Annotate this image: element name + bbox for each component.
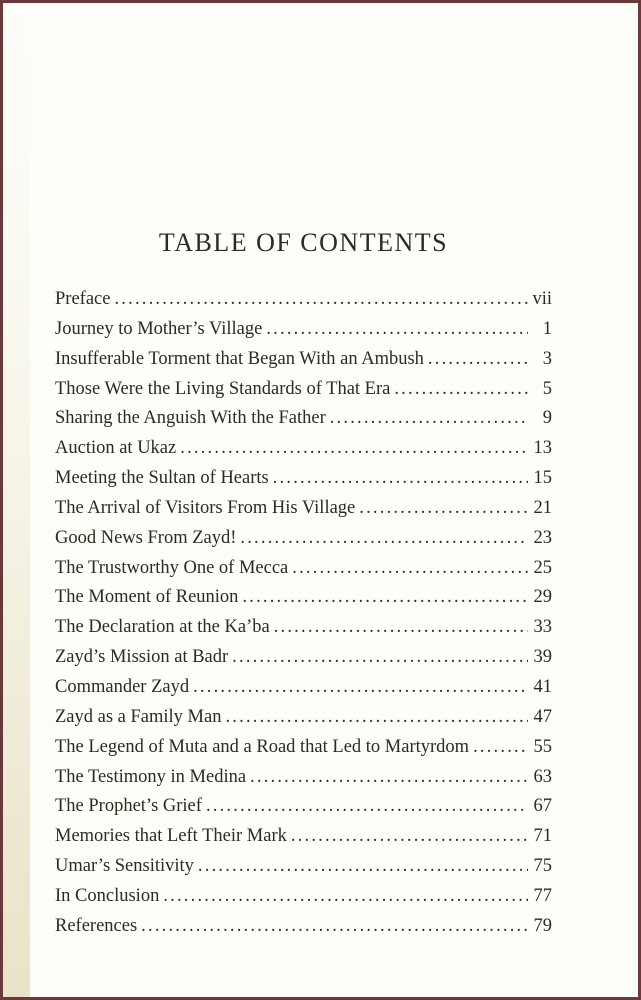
toc-dot-leader xyxy=(221,703,528,733)
toc-entry xyxy=(55,464,552,494)
toc-page-number: 77 xyxy=(533,885,552,906)
toc-dot-leader xyxy=(246,763,528,793)
toc-dot-leader xyxy=(228,643,528,673)
toc-entry-label: The Moment of Reunion xyxy=(55,587,239,608)
toc-entry xyxy=(55,434,552,464)
toc-page-number: 21 xyxy=(533,497,552,518)
toc-entry-label: Journey to Mother’s Village xyxy=(55,318,263,339)
toc-entry xyxy=(55,912,552,942)
toc-entry xyxy=(55,792,552,822)
toc-entry-label: The Legend of Muta and a Road that Led to Martyrdom xyxy=(55,736,470,757)
toc-dot-leader xyxy=(326,404,528,434)
toc-entry-label: Sharing the Anguish With the Father xyxy=(55,408,326,429)
toc-page-number: 47 xyxy=(533,706,552,727)
toc-entry xyxy=(55,315,552,345)
toc-page-number: 33 xyxy=(533,617,552,638)
toc-page-number: 13 xyxy=(533,438,552,459)
toc-entry xyxy=(55,375,552,405)
toc-dot-leader xyxy=(159,882,528,912)
toc-entry-label: References xyxy=(55,915,138,936)
toc-dot-leader xyxy=(262,315,528,345)
toc-entry-label: Auction at Ukaz xyxy=(55,438,177,459)
toc-dot-leader xyxy=(355,494,528,524)
toc-dot-leader xyxy=(137,912,528,942)
toc-dot-leader xyxy=(176,434,528,464)
toc-entry xyxy=(55,524,552,554)
toc-dot-leader xyxy=(469,733,528,763)
toc-entry-label: Preface xyxy=(55,289,111,309)
toc-entry xyxy=(55,345,552,375)
toc-dot-leader xyxy=(110,285,528,315)
toc-page-number: 23 xyxy=(533,527,552,548)
toc-entry xyxy=(55,822,552,852)
toc-entry-label: The Declaration at the Ka’ba xyxy=(55,617,270,638)
toc-entry xyxy=(55,763,552,793)
toc-page-number: 39 xyxy=(533,647,552,668)
page-title: TABLE OF CONTENTS xyxy=(158,228,449,257)
toc-page-number: 15 xyxy=(533,468,552,489)
toc-entry xyxy=(55,494,552,524)
toc-entry xyxy=(55,643,552,673)
toc-entry-label: Meeting the Sultan of Hearts xyxy=(55,468,269,489)
toc-entry-label: The Testimony in Medina xyxy=(55,766,247,787)
toc-entry-label: Commander Zayd xyxy=(55,676,190,697)
toc-page-number: 55 xyxy=(533,736,552,757)
toc-entry xyxy=(55,613,552,643)
toc-dot-leader xyxy=(189,673,528,703)
toc-entry-label: In Conclusion xyxy=(55,885,160,906)
toc-entry xyxy=(55,285,552,315)
toc-entry xyxy=(55,554,552,584)
toc-dot-leader xyxy=(270,613,528,643)
toc-page-number: 5 xyxy=(542,378,552,399)
toc-page-number: 71 xyxy=(533,826,552,847)
toc-entry xyxy=(55,583,552,613)
toc-list xyxy=(55,285,552,942)
toc-entry-label: Umar’s Sensitivity xyxy=(55,856,194,877)
toc-page-number: vii xyxy=(532,289,552,309)
toc-page-number: 3 xyxy=(542,348,552,369)
toc-entry-label: Those Were the Living Standards of That Era xyxy=(55,378,391,399)
toc-entry xyxy=(55,852,552,882)
toc-entry xyxy=(55,703,552,733)
toc-entry-label: The Prophet’s Grief xyxy=(55,796,202,817)
toc-page-number: 79 xyxy=(533,915,552,936)
toc-page-number: 67 xyxy=(533,796,552,817)
toc-dot-leader xyxy=(424,345,528,375)
toc-entry-label: The Trustworthy One of Mecca xyxy=(55,557,289,578)
toc-dot-leader xyxy=(238,583,528,613)
toc-entry-label: Zayd’s Mission at Badr xyxy=(55,647,229,668)
toc-dot-leader xyxy=(269,464,528,494)
toc-entry-label: Memories that Left Their Mark xyxy=(55,826,287,847)
toc-page-number: 75 xyxy=(533,856,552,877)
toc-dot-leader xyxy=(288,554,528,584)
toc-page-number: 63 xyxy=(533,766,552,787)
toc-entry xyxy=(55,882,552,912)
toc-entry-label: Zayd as a Family Man xyxy=(55,706,222,727)
page-content xyxy=(3,227,638,1000)
toc-entry xyxy=(55,404,552,434)
toc-page-number: 1 xyxy=(542,318,552,339)
toc-page-number: 9 xyxy=(542,408,552,429)
toc-dot-leader xyxy=(287,822,528,852)
toc-page-number: 41 xyxy=(533,676,552,697)
toc-dot-leader xyxy=(202,792,528,822)
toc-page-number: 29 xyxy=(533,587,552,608)
toc-dot-leader xyxy=(390,375,528,405)
toc-dot-leader xyxy=(194,852,528,882)
toc-entry-label: Good News From Zayd! xyxy=(55,527,237,548)
toc-entry xyxy=(55,673,552,703)
toc-entry xyxy=(55,733,552,763)
toc-page-number: 25 xyxy=(533,557,552,578)
toc-dot-leader xyxy=(236,524,528,554)
toc-entry-label: The Arrival of Visitors From His Village xyxy=(55,497,356,518)
toc-entry-label: Insufferable Torment that Began With an Ambush xyxy=(55,348,424,369)
